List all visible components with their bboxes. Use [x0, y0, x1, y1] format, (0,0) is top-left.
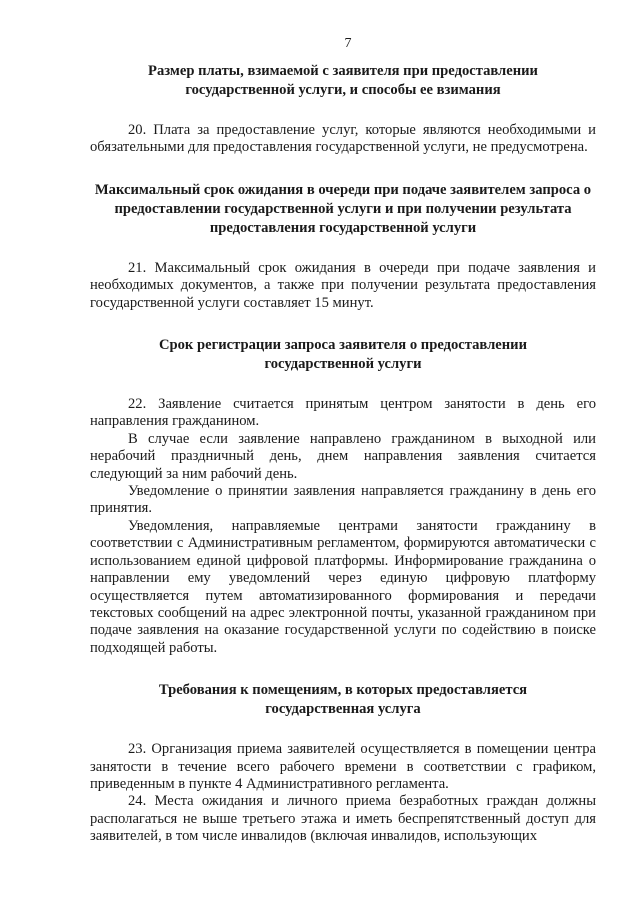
section-heading-premises: Требования к помещениям, в которых предоставляется государственная услуга: [158, 682, 528, 718]
paragraph-22: 22. Заявление считается принятым центром занятости в день его направления гражданином.: [90, 396, 596, 430]
paragraph-23: 23. Организация приема заявителей осуществляется в помещении центра занятости в течение всего рабочего времени в соответствии с графиком, приведенным в пункте 4 Административного регламента.: [90, 741, 596, 792]
section-heading-fee: Размер платы, взимаемой с заявителя при предоставлении государственной услуги, и способы ее взимания: [148, 63, 538, 98]
page-number: 7: [344, 36, 352, 51]
section-heading-registration: Срок регистрации запроса заявителя о предоставлении государственной услуги: [158, 337, 527, 373]
paragraph-24: 24. Места ожидания и личного приема безработных граждан должны располагаться не выше третьего этажа и иметь беспрепятственный доступ для заявителей, в том числе инвалидов (включая инвалидов, использующих: [90, 793, 596, 845]
paragraph-22-digital-platform: Уведомления, направляемые центрами занятости гражданину в соответствии с Административным регламентом, формируются автоматически с использованием единой цифровой платформы. Информирование гражданина о направлении ему уведомлений через единую цифровую платформу осуществляется путем автоматизированного формирования и передачи текстовых сообщений на адрес электронной почты, указанной гражданином при подаче заявления на оказание государственной услуги по содействию в поиске подходящей работы.: [90, 517, 596, 656]
section-heading-queue-time: Максимальный срок ожидания в очереди при подаче заявителем запроса о предоставлении государственной услуги и при получении результата предоставления государственной услуги: [94, 181, 592, 236]
paragraph-22-notification: Уведомление о принятии заявления направляется гражданину в день его принятия.: [90, 483, 596, 517]
paragraph-21: 21. Максимальный срок ожидания в очереди при подаче заявления и необходимых документов, а также при получении результата предоставления государственной услуги составляет 15 минут.: [90, 259, 596, 311]
paragraph-20: 20. Плата за предоставление услуг, которые являются необходимыми и обязательными для предоставления государственной услуги, не предусмотрена.: [90, 122, 596, 156]
paragraph-22-weekend: В случае если заявление направлено гражданином в выходной или нерабочий праздничный день, днем направления заявления считается следующий за ним рабочий день.: [90, 430, 596, 482]
